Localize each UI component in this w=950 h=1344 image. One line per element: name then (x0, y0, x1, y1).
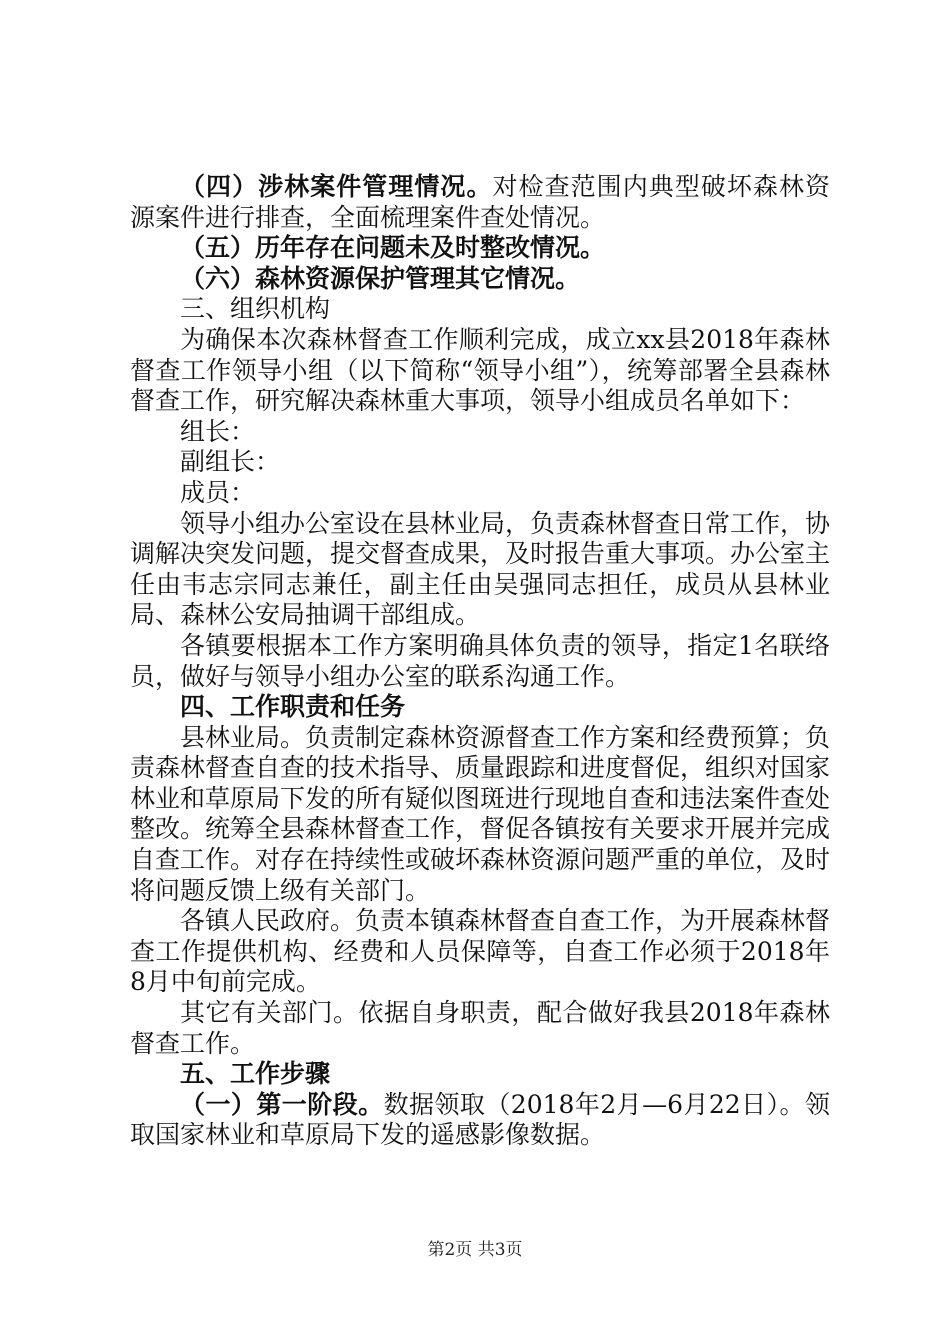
paragraph-heading: （五）历年存在问题未及时整改情况。 (180, 233, 606, 263)
paragraph-forestry-bureau (130, 723, 830, 907)
paragraph-text: 组长： (180, 416, 256, 446)
paragraph-towns (130, 631, 830, 692)
paragraph-text: 对检查范围内典型破坏森林资源案件进行排查，全面梳理案件查处情况。 (130, 172, 830, 232)
paragraph-text: 其它有关部门。依据自身职责，配合做好我县2018年森林督查工作。 (130, 998, 830, 1058)
paragraph-heading: （四）涉林案件管理情况。 (180, 172, 493, 201)
paragraph-office (130, 509, 830, 631)
paragraph-other-depts (130, 998, 830, 1059)
paragraph-text: 为确保本次森林督查工作顺利完成，成立xx县2018年森林督查工作领导小组（以下简称“领导小组”），统筹部署全县森林督查工作，研究解决森林重大事项，领导小组成员名单如下： (130, 324, 830, 416)
paragraph-heading: （六）森林资源保护管理其它情况。 (180, 263, 581, 293)
paragraph-text: 副组长： (180, 447, 281, 477)
paragraph-6 (130, 264, 830, 295)
paragraph-text: 成员： (180, 477, 256, 507)
paragraph-town-govt (130, 906, 830, 998)
paragraph-text: 县林业局。负责制定森林资源督查工作方案和经费预算；负责森林督查自查的技术指导、质量跟踪和进度督促，组织对国家林业和草原局下发的所有疑似图斑进行现地自查和违法案件查处整改。统筹全县森林督查工作，督促各镇按有关要求开展并完成自查工作。对存在持续性或破坏森林资源问题严重的单位，及时将问题反馈上级有关部门。 (130, 722, 831, 905)
paragraph-text: 数据领取（2018年2月—6月22日）。领取国家林业和草原局下发的遥感影像数据。 (130, 1089, 830, 1150)
paragraph-text: 各镇要根据本工作方案明确具体负责的领导，指定1名联络员，做好与领导小组办公室的联系沟通工作。 (130, 630, 830, 691)
section-title: 四、工作职责和任务 (180, 692, 406, 722)
group-leader-line (130, 417, 830, 448)
section-heading-5 (130, 1059, 830, 1090)
paragraph-text: 领导小组办公室设在县林业局，负责森林督查日常工作，协调解决突发问题，提交督查成果，及时报告重大事项。办公室主任由韦志宗同志兼任，副主任由吴强同志担任，成员从县林业局、森林公安局抽调干部组成。 (130, 508, 831, 630)
paragraph-4 (130, 172, 830, 233)
deputy-leader-line (130, 447, 830, 478)
paragraph-5 (130, 233, 830, 264)
paragraph-org (130, 325, 830, 417)
section-title: 三、组织机构 (180, 294, 331, 324)
section-heading-3 (130, 294, 830, 325)
paragraph-text: 各镇人民政府。负责本镇森林督查自查工作，为开展森林督查工作提供机构、经费和人员保障等，自查工作必须于2018年8月中旬前完成。 (130, 906, 831, 997)
page-number-label: 第2页 共3页 (427, 1240, 523, 1260)
section-title: 五、工作步骤 (180, 1059, 331, 1089)
page-footer (0, 1240, 950, 1260)
paragraph-heading: （一）第一阶段。 (180, 1089, 384, 1119)
section-heading-4 (130, 692, 830, 723)
paragraph-phase-1 (130, 1090, 830, 1151)
members-line (130, 478, 830, 509)
document-body (130, 172, 830, 1151)
